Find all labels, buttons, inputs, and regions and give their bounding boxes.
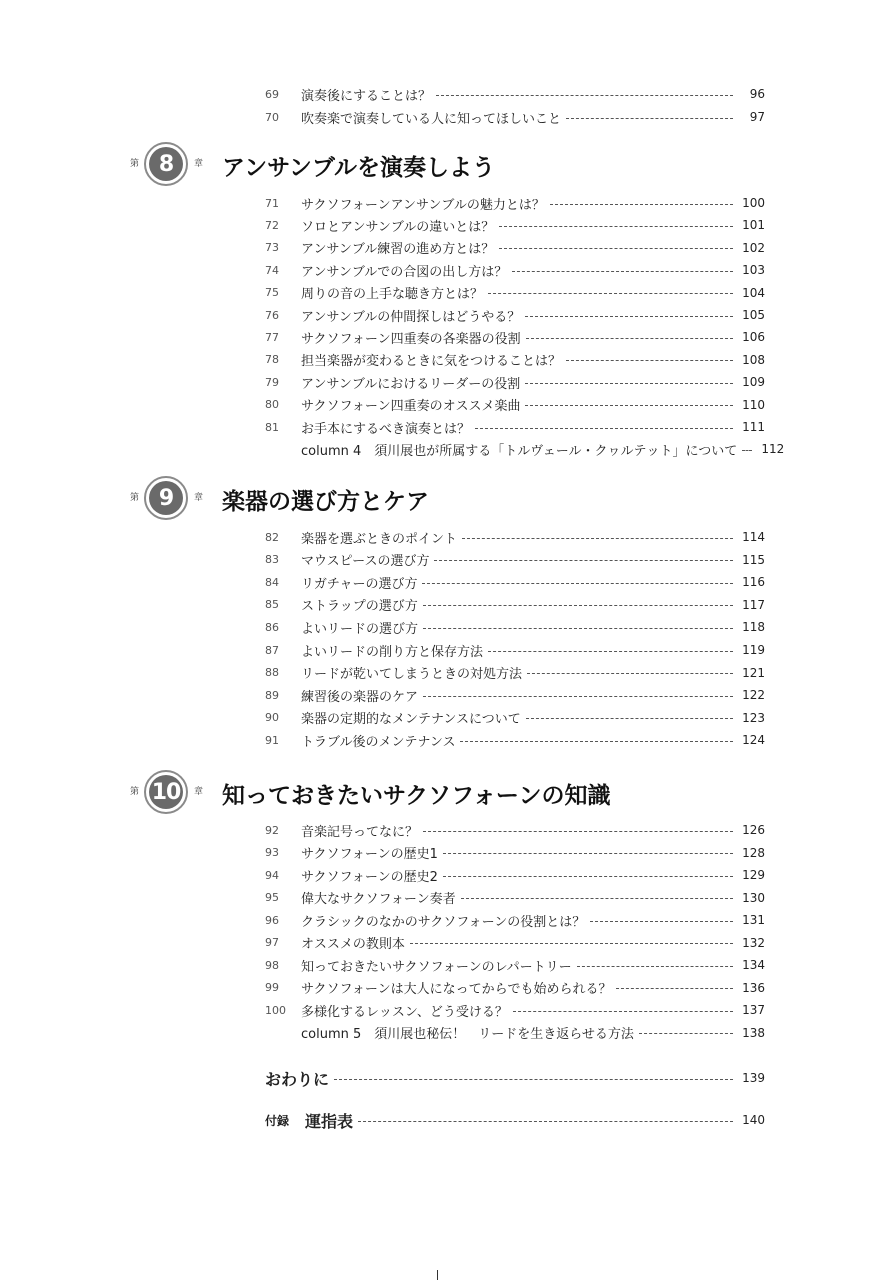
- entry-number: 91: [265, 733, 279, 747]
- toc-entry[interactable]: [265, 1023, 765, 1043]
- dot-leader: [434, 560, 733, 561]
- dot-leader: [527, 673, 733, 674]
- entry-number: 69: [265, 87, 279, 101]
- entry-page: 128: [742, 845, 765, 860]
- dot-leader: [499, 226, 733, 227]
- entry-page: 123: [742, 710, 765, 725]
- dot-leader: [525, 316, 733, 317]
- chapter-number: 9: [149, 481, 183, 515]
- chapter-heading-9[interactable]: [130, 474, 830, 524]
- entry-title: お手本にするべき演奏とは？: [301, 421, 471, 437]
- entry-number: 81: [265, 420, 279, 434]
- entry-page: 97: [749, 110, 765, 124]
- entry-title: アンサンブルにおけるリーダーの役割: [301, 376, 521, 392]
- dot-leader: [410, 943, 733, 944]
- dot-leader: [590, 921, 733, 922]
- toc-entry[interactable]: [265, 730, 765, 750]
- entry-number: 98: [265, 958, 279, 972]
- toc-entry[interactable]: [265, 865, 765, 885]
- toc-entry[interactable]: [265, 888, 765, 908]
- entry-page: 102: [742, 240, 765, 255]
- entry-number: 83: [265, 553, 279, 567]
- chapter-prefix: 第: [130, 493, 140, 503]
- dot-leader: [358, 1121, 733, 1122]
- entry-title: サクソフォーンアンサンブルの魅力とは？: [301, 197, 545, 213]
- entry-title: column 4 須川展也が所属する「トルヴェール・クヮルテット」について: [301, 443, 738, 459]
- entry-page: 103: [742, 263, 765, 278]
- entry-title: 担当楽器が変わるときに気をつけることは？: [301, 354, 562, 370]
- entry-page: 137: [742, 1003, 765, 1017]
- dot-leader: [488, 293, 733, 294]
- dot-leader: [423, 605, 733, 606]
- entry-title: サクソフォーンの歴史1: [301, 847, 438, 862]
- chapter-heading-8[interactable]: [130, 140, 830, 190]
- entry-page: 121: [742, 665, 765, 680]
- entry-title: サクソフォーン四重奏のオススメ楽曲: [301, 399, 521, 415]
- entry-page: 115: [742, 552, 765, 567]
- chapter-title: 楽器の選び方とケア: [222, 489, 429, 515]
- entry-page: 106: [742, 330, 765, 345]
- chapter-suffix: 章: [194, 159, 204, 169]
- entry-number: 75: [265, 286, 279, 300]
- entry-page: 132: [742, 935, 765, 950]
- entry-title: column 5 須川展也秘伝！ リードを生き返らせる方法: [301, 1027, 634, 1042]
- toc-entry[interactable]: [265, 617, 765, 637]
- entry-number: 88: [265, 666, 279, 680]
- toc-entry[interactable]: [265, 417, 765, 437]
- dot-leader: [488, 651, 733, 652]
- toc-entry[interactable]: [265, 395, 765, 415]
- chapter-heading-10[interactable]: [130, 768, 830, 818]
- entry-page: 111: [742, 420, 765, 434]
- entry-title: ストラップの選び方: [301, 599, 418, 615]
- toc-entry[interactable]: [265, 260, 765, 280]
- dot-leader: [443, 876, 733, 877]
- chapter-number-badge: [144, 770, 188, 814]
- entry-page: 129: [742, 868, 765, 882]
- entry-page: 114: [742, 530, 765, 544]
- dot-leader: [742, 450, 752, 451]
- entry-number: 76: [265, 308, 279, 322]
- chapter-title: アンサンブルを演奏しよう: [222, 155, 496, 181]
- toc-entry[interactable]: [265, 572, 765, 592]
- entry-title: よいリードの削り方と保存方法: [301, 644, 484, 660]
- entry-title: アンサンブルでの合図の出し方は？: [301, 264, 508, 280]
- entry-number: 85: [265, 598, 279, 612]
- toc-entry-closing[interactable]: [265, 1066, 765, 1090]
- toc-entry[interactable]: [265, 955, 765, 975]
- dot-leader: [566, 118, 733, 119]
- dot-leader: [512, 271, 733, 272]
- entry-title: アンサンブルの仲間探しはどうやる？: [301, 309, 521, 325]
- dot-leader: [443, 853, 733, 854]
- dot-leader: [423, 628, 733, 629]
- entry-number: 86: [265, 620, 279, 634]
- entry-number: 97: [265, 936, 279, 949]
- chapter-suffix: 章: [194, 493, 204, 503]
- toc-entry[interactable]: [265, 685, 765, 705]
- entry-number: 79: [265, 375, 279, 389]
- entry-number: 87: [265, 643, 279, 657]
- entry-title: アンサンブル練習の進め方とは？: [301, 242, 495, 258]
- entry-page: 130: [742, 890, 765, 905]
- entry-number: 80: [265, 398, 279, 412]
- entry-title: 練習後の楽器のケア: [301, 689, 419, 705]
- entry-title: よいリードの選び方: [301, 621, 419, 637]
- entry-number: 84: [265, 575, 279, 589]
- entry-page: 101: [742, 218, 765, 233]
- entry-title: サクソフォーン四重奏の各楽器の役割: [301, 331, 521, 347]
- dot-leader: [526, 338, 733, 339]
- toc-entry[interactable]: [265, 283, 765, 303]
- dot-leader: [577, 966, 733, 967]
- entry-title: オススメの教則本: [301, 937, 405, 952]
- entry-number: 74: [265, 263, 279, 277]
- entry-page: 122: [742, 688, 765, 703]
- entry-title: クラシックのなかのサクソフォーンの役割とは？: [301, 914, 586, 930]
- entry-page: 117: [742, 597, 765, 612]
- entry-page: 110: [742, 397, 765, 412]
- toc-entry[interactable]: [265, 708, 765, 728]
- dot-leader: [422, 583, 733, 584]
- dot-leader: [436, 95, 733, 96]
- toc-entry[interactable]: [265, 107, 765, 127]
- entry-number: 100: [265, 1003, 286, 1017]
- dot-leader: [525, 383, 733, 384]
- toc-entry[interactable]: [265, 372, 765, 392]
- toc-entry[interactable]: [265, 527, 765, 547]
- dot-leader: [475, 428, 733, 429]
- dot-leader: [550, 204, 733, 205]
- entry-page: 104: [742, 285, 765, 300]
- toc-entry[interactable]: [265, 550, 765, 570]
- closing-title: おわりに: [265, 1069, 330, 1089]
- dot-leader: [461, 898, 733, 899]
- entry-number: 82: [265, 530, 279, 544]
- appendix-title: 運指表: [305, 1111, 354, 1131]
- dot-leader: [460, 741, 733, 742]
- toc-entry[interactable]: [265, 663, 765, 683]
- toc-entry[interactable]: [265, 978, 765, 998]
- toc-entry[interactable]: [265, 933, 765, 953]
- dot-leader: [525, 405, 733, 406]
- chapter-number: 10: [149, 775, 183, 809]
- entry-page: 134: [742, 958, 765, 972]
- entry-page: 126: [742, 823, 765, 837]
- dot-leader: [423, 831, 733, 832]
- dot-leader: [513, 1011, 733, 1012]
- entry-page: 100: [742, 196, 765, 210]
- entry-number: 71: [265, 196, 279, 210]
- dot-leader: [423, 696, 733, 697]
- entry-title: 楽器を選ぶときのポイント: [301, 531, 458, 547]
- chapter-suffix: 章: [194, 787, 204, 797]
- toc-entry[interactable]: [265, 910, 765, 930]
- toc-entry-appendix[interactable]: [265, 1108, 765, 1132]
- toc-entry[interactable]: [265, 350, 765, 370]
- entry-title: ソロとアンサンブルの違いとは？: [301, 219, 495, 235]
- entry-number: 92: [265, 823, 279, 837]
- entry-number: 99: [265, 981, 279, 994]
- toc-entry[interactable]: [265, 820, 765, 840]
- entry-number: 89: [265, 688, 279, 702]
- dot-leader: [639, 1033, 733, 1034]
- dot-leader: [334, 1079, 733, 1080]
- entry-title: 吹奏楽で演奏している人に知ってほしいこと: [301, 111, 562, 127]
- toc-entry[interactable]: [265, 215, 765, 235]
- entry-page: 116: [742, 575, 765, 590]
- entry-page: 140: [742, 1113, 765, 1127]
- entry-page: 119: [742, 643, 765, 657]
- chapter-title: 知っておきたいサクソフォーンの知識: [222, 783, 611, 809]
- toc-entry[interactable]: [265, 327, 765, 347]
- entry-title: リードが乾いてしまうときの対処方法: [301, 667, 523, 683]
- chapter-prefix: 第: [130, 787, 140, 797]
- chapter-number-badge: [144, 142, 188, 186]
- entry-title: 周りの音の上手な聴き方とは？: [301, 287, 484, 303]
- toc-entry[interactable]: [265, 305, 765, 325]
- entry-title: 音楽記号ってなに？: [301, 824, 419, 840]
- toc-entry[interactable]: [265, 193, 765, 213]
- dot-leader: [616, 988, 733, 989]
- dot-leader: [526, 718, 733, 719]
- chapter-prefix: 第: [130, 159, 140, 169]
- entry-title: サクソフォーンは大人になってからでも始められる？: [301, 982, 612, 997]
- entry-title: マウスピースの選び方: [301, 554, 430, 570]
- entry-page: 136: [742, 980, 765, 995]
- entry-page: 139: [742, 1071, 765, 1085]
- entry-title: 多様化するレッスン、どう受ける？: [301, 1004, 508, 1020]
- entry-page: 109: [742, 375, 765, 390]
- toc-entry[interactable]: [265, 439, 785, 459]
- toc-entry[interactable]: [265, 1000, 765, 1020]
- entry-number: 77: [265, 330, 279, 344]
- entry-number: 96: [265, 913, 279, 927]
- entry-number: 95: [265, 891, 279, 904]
- entry-title: 偉大なサクソフォーン奏者: [301, 892, 456, 907]
- entry-number: 93: [265, 846, 279, 859]
- toc-entry[interactable]: [265, 595, 765, 615]
- entry-title: リガチャーの選び方: [301, 576, 418, 592]
- dot-leader: [566, 360, 733, 361]
- dot-leader: [499, 248, 733, 249]
- crop-mark: [437, 1270, 438, 1280]
- entry-title: サクソフォーンの歴史2: [301, 869, 438, 885]
- entry-number: 94: [265, 868, 279, 882]
- toc-entry[interactable]: [265, 843, 765, 863]
- entry-page: 124: [742, 733, 765, 748]
- entry-title: 知っておきたいサクソフォーンのレパートリー: [301, 959, 572, 975]
- entry-title: 演奏後にすることは？: [301, 88, 432, 104]
- entry-title: 楽器の定期的なメンテナンスについて: [301, 712, 521, 728]
- entry-page: 105: [742, 308, 765, 322]
- entry-number: 78: [265, 353, 279, 367]
- dot-leader: [462, 538, 733, 539]
- toc-entry[interactable]: [265, 84, 765, 104]
- entry-number: 90: [265, 711, 279, 725]
- entry-number: 72: [265, 218, 279, 232]
- chapter-number-badge: [144, 476, 188, 520]
- entry-page: 118: [742, 620, 765, 635]
- entry-number: 73: [265, 241, 279, 255]
- entry-page: 108: [742, 352, 765, 367]
- entry-title: トラブル後のメンテナンス: [301, 734, 456, 750]
- entry-page: 131: [742, 913, 765, 927]
- toc-entry[interactable]: [265, 640, 765, 660]
- entry-page: 96: [749, 87, 765, 101]
- entry-page: 138: [742, 1025, 765, 1040]
- toc-entry[interactable]: [265, 238, 765, 258]
- entry-page: 112: [761, 442, 785, 457]
- chapter-number: 8: [149, 147, 183, 181]
- entry-number: 70: [265, 110, 279, 124]
- appendix-label: 付録: [265, 1113, 290, 1128]
